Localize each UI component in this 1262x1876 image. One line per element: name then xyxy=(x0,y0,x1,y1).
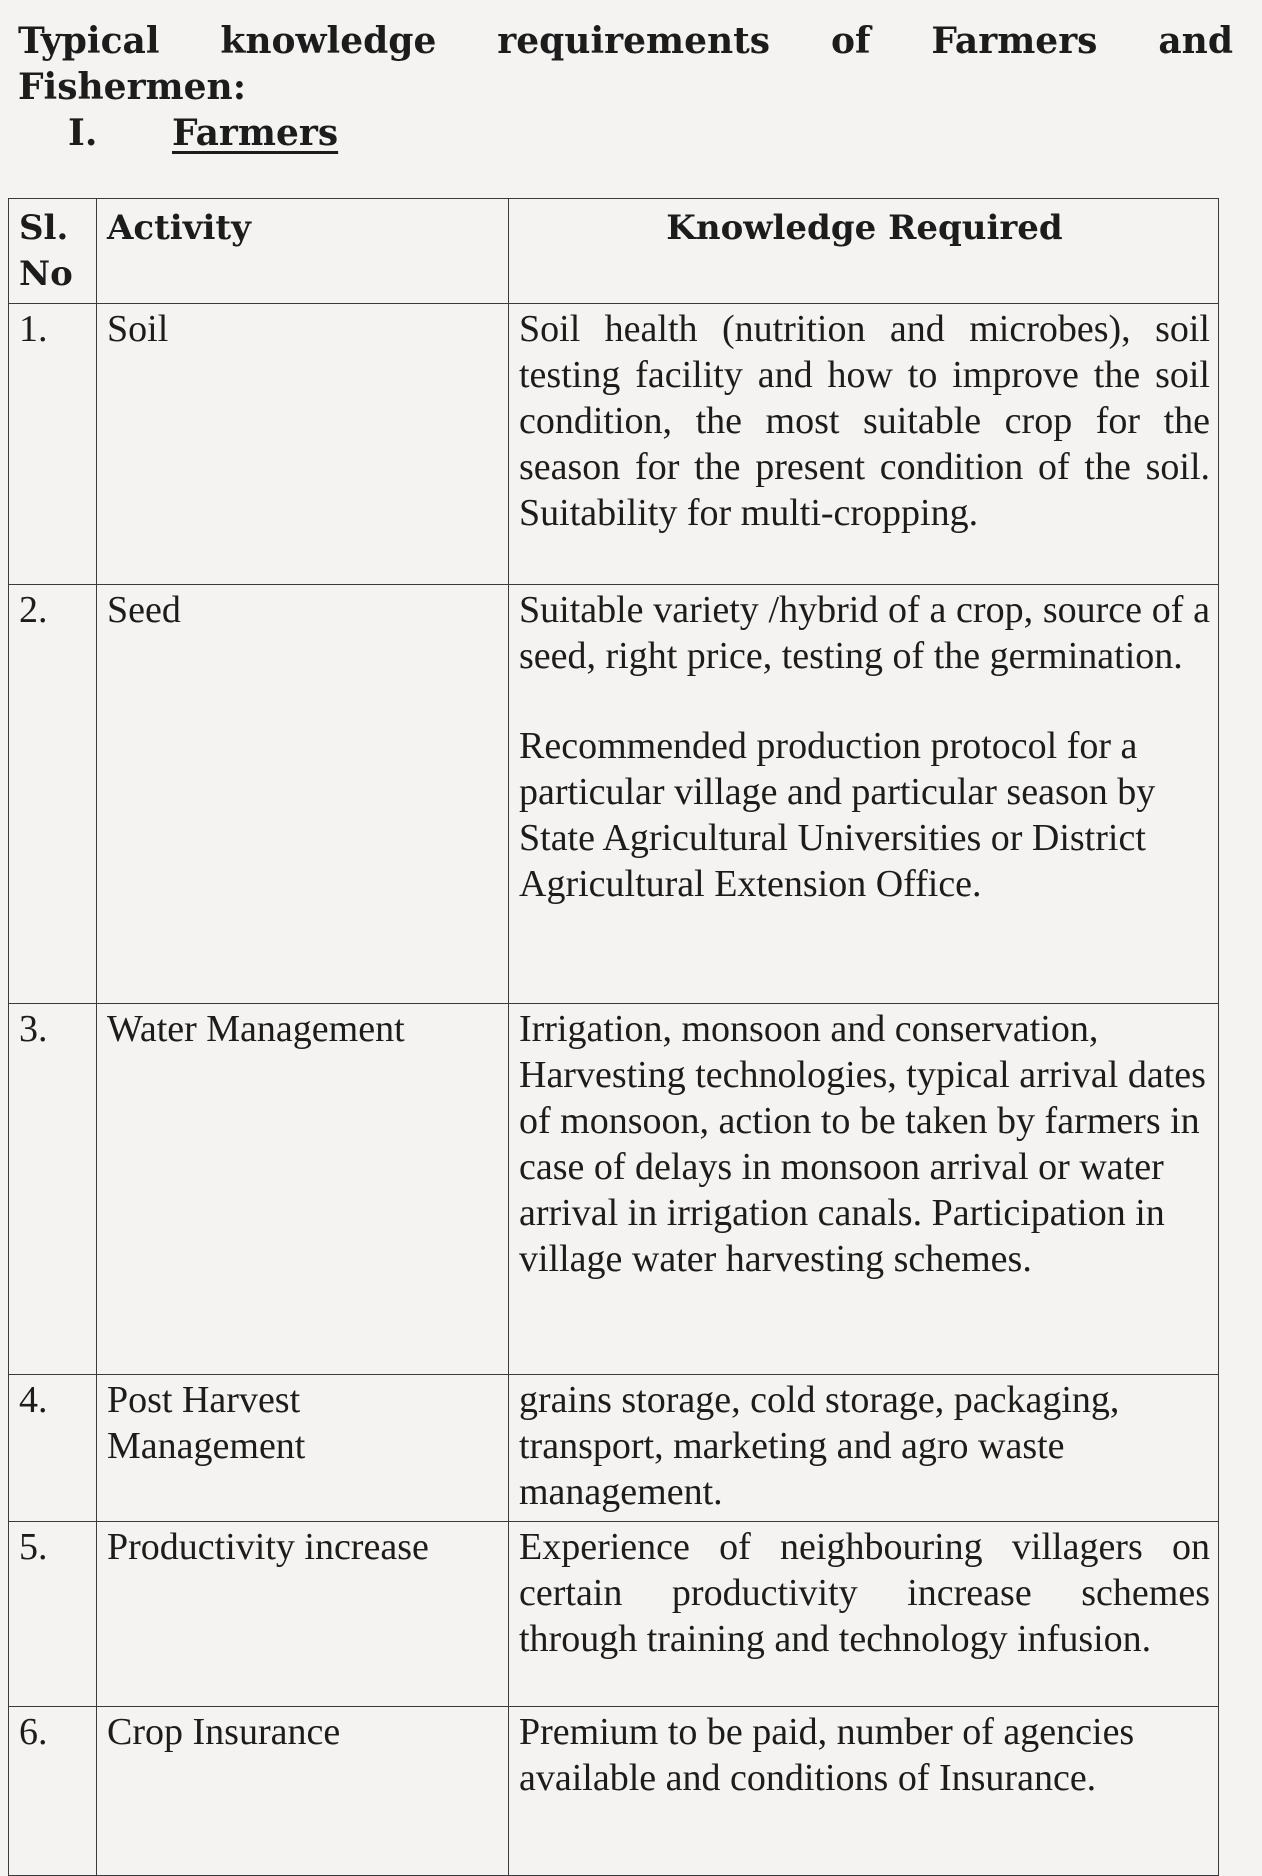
header-knowledge-required: Knowledge Required xyxy=(509,199,1219,304)
table-row xyxy=(9,304,1219,585)
page-heading xyxy=(18,18,1233,110)
cell-knowledge: Experience of neighbouring villagers on certain productivity increase schemes through training and technology infusion. xyxy=(509,1522,1219,1707)
table-row xyxy=(9,1707,1219,1876)
cell-activity: Post Harvest Management xyxy=(97,1375,509,1522)
cell-knowledge: Soil health (nutrition and microbes), soil testing facility and how to improve the soil condition, the most suitable crop for the season for the present condition of the soil. Suitability for multi-cropping. xyxy=(509,304,1219,585)
cell-activity: Seed xyxy=(97,585,509,1004)
heading-word: Typical xyxy=(18,20,160,62)
cell-activity: Soil xyxy=(97,304,509,585)
cell-knowledge: Premium to be paid, number of agencies available and conditions of Insurance. xyxy=(509,1707,1219,1876)
heading-word: and xyxy=(1158,20,1233,62)
knowledge-table xyxy=(8,198,1219,1876)
cell-knowledge: Irrigation, monsoon and conservation, Harvesting technologies, typical arrival dates of monsoon, action to be taken by farmers in case of delays in monsoon arrival or water arrival in irrigation canals. Participation in village water harvesting schemes. xyxy=(509,1004,1219,1375)
table-row xyxy=(9,1375,1219,1522)
cell-activity: Productivity increase xyxy=(97,1522,509,1707)
cell-sl-no: 2. xyxy=(9,585,97,1004)
table-row xyxy=(9,585,1219,1004)
heading-line-2: Fishermen: xyxy=(18,66,247,108)
cell-sl-no: 6. xyxy=(9,1707,97,1876)
table-row xyxy=(9,1522,1219,1707)
header-sl-no: Sl. No xyxy=(9,199,97,304)
cell-knowledge xyxy=(509,585,1219,1004)
header-activity: Activity xyxy=(97,199,509,304)
heading-line-1 xyxy=(18,18,1233,64)
table-header-row xyxy=(9,199,1219,304)
table-row xyxy=(9,1004,1219,1375)
heading-word: of xyxy=(830,20,871,62)
section-heading xyxy=(68,110,338,156)
cell-sl-no: 5. xyxy=(9,1522,97,1707)
knowledge-paragraph: Recommended production protocol for a particular village and particular season by State Agricultural Universities or District Agricultural Extension Office. xyxy=(519,725,1156,905)
cell-sl-no: 1. xyxy=(9,304,97,585)
heading-word: Farmers xyxy=(931,20,1098,62)
knowledge-paragraph: Suitable variety /hybrid of a crop, source of a seed, right price, testing of the germination. xyxy=(519,589,1210,677)
cell-activity: Water Management xyxy=(97,1004,509,1375)
section-title: Farmers xyxy=(172,112,339,154)
cell-sl-no: 4. xyxy=(9,1375,97,1522)
heading-word: knowledge xyxy=(220,20,437,62)
cell-sl-no: 3. xyxy=(9,1004,97,1375)
heading-word: requirements xyxy=(497,20,771,62)
cell-activity: Crop Insurance xyxy=(97,1707,509,1876)
section-number: I. xyxy=(68,112,98,154)
cell-knowledge: grains storage, cold storage, packaging, transport, marketing and agro waste management. xyxy=(509,1375,1219,1522)
